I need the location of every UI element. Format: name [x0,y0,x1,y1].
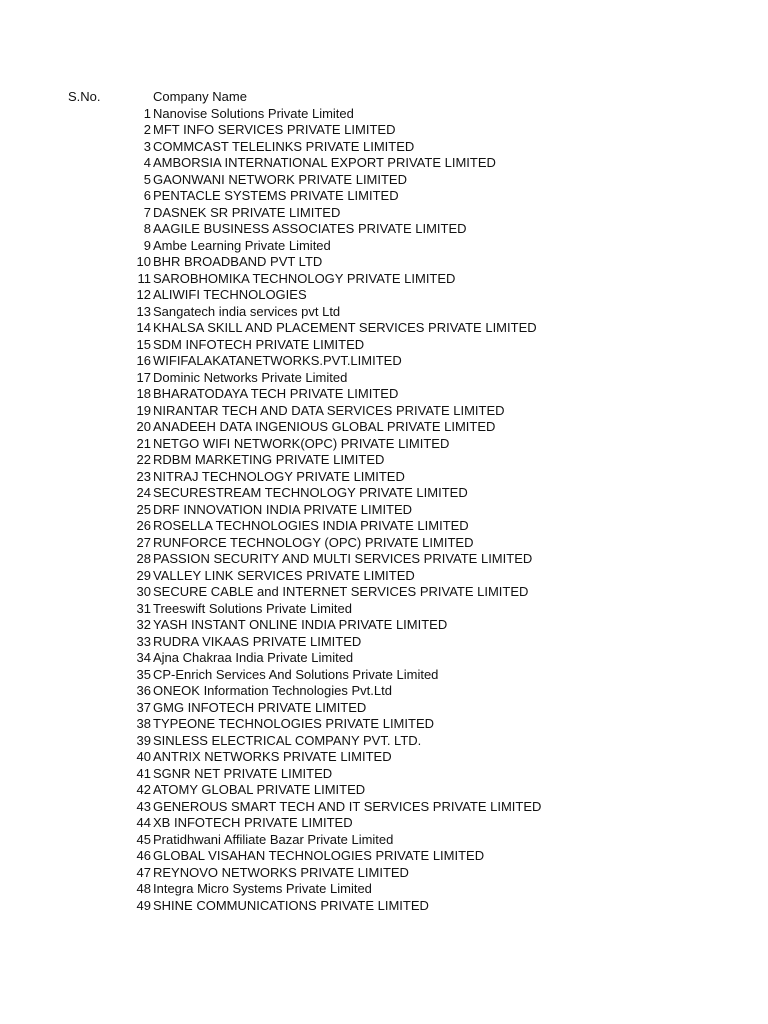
serial-number: 6 [143,188,151,203]
list-item [0,122,768,139]
company-name: Nanovise Solutions Private Limited [153,105,354,121]
company-name: Ambe Learning Private Limited [153,237,331,253]
company-name: Treeswift Solutions Private Limited [153,600,352,616]
company-name: SAROBHOMIKA TECHNOLOGY PRIVATE LIMITED [153,270,456,286]
list-item [0,452,768,469]
company-name: NIRANTAR TECH AND DATA SERVICES PRIVATE LIMITED [153,402,505,418]
company-name: SGNR NET PRIVATE LIMITED [153,765,333,781]
list-item [0,634,768,651]
company-name: SINLESS ELECTRICAL COMPANY PVT. LTD. [153,732,422,748]
serial-number: 19 [136,402,151,418]
list-item [0,485,768,502]
serial-number: 49 [136,897,151,913]
company-name: PASSION SECURITY AND MULTI SERVICES PRIVATE LIMITED [153,551,533,566]
serial-number: 27 [136,534,151,550]
serial-number: 36 [136,683,151,698]
company-name: RUDRA VIKAAS PRIVATE LIMITED [153,633,362,649]
serial-number: 12 [136,287,151,302]
company-name: KHALSA SKILL AND PLACEMENT SERVICES PRIVATE LIMITED [153,320,537,335]
serial-number: 7 [143,204,151,220]
list-item [0,683,768,700]
company-name: XB INFOTECH PRIVATE LIMITED [153,815,353,830]
serial-number: 8 [143,221,151,236]
serial-number: 47 [136,864,151,880]
list-item [0,733,768,750]
company-name: VALLEY LINK SERVICES PRIVATE LIMITED [153,567,415,583]
serial-number: 35 [136,666,151,682]
list-item [0,469,768,486]
serial-number: 23 [136,468,151,484]
serial-number: 33 [136,633,151,649]
list-item [0,419,768,436]
company-name: ANTRIX NETWORKS PRIVATE LIMITED [153,749,392,764]
serial-number: 26 [136,518,151,533]
list-item [0,254,768,271]
company-name: AMBORSIA INTERNATIONAL EXPORT PRIVATE LIMITED [153,155,496,170]
list-item [0,304,768,321]
list-item [0,799,768,816]
list-item [0,518,768,535]
company-name: ANADEEH DATA INGENIOUS GLOBAL PRIVATE LIMITED [153,419,496,434]
company-name: COMMCAST TELELINKS PRIVATE LIMITED [153,138,415,154]
list-item [0,749,768,766]
serial-number: 30 [136,584,151,599]
serial-number: 45 [136,831,151,847]
company-name: ROSELLA TECHNOLOGIES INDIA PRIVATE LIMITED [153,518,469,533]
serial-number: 10 [136,254,151,269]
company-name: SECURE CABLE and INTERNET SERVICES PRIVATE LIMITED [153,584,529,599]
company-name: Ajna Chakraa India Private Limited [153,650,354,665]
company-name: MFT INFO SERVICES PRIVATE LIMITED [153,122,396,137]
list-item [0,502,768,519]
serial-number: 22 [136,452,151,467]
company-name: RUNFORCE TECHNOLOGY (OPC) PRIVATE LIMITED [153,534,474,550]
list-item [0,898,768,915]
list-item [0,700,768,717]
company-name: SDM INFOTECH PRIVATE LIMITED [153,336,365,352]
company-name: AAGILE BUSINESS ASSOCIATES PRIVATE LIMITED [153,221,467,236]
list-item [0,106,768,123]
list-item [0,172,768,189]
list-item [0,832,768,849]
company-name: Integra Micro Systems Private Limited [153,881,372,896]
list-item [0,617,768,634]
company-list [0,89,768,914]
serial-number-header: S.No. [68,89,101,104]
serial-number: 15 [136,336,151,352]
serial-number: 41 [136,765,151,781]
serial-number: 38 [136,716,151,731]
serial-number: 20 [136,419,151,434]
serial-number: 34 [136,650,151,665]
serial-number: 43 [136,798,151,814]
list-item [0,386,768,403]
list-item [0,353,768,370]
serial-number: 11 [137,270,151,286]
company-name: PENTACLE SYSTEMS PRIVATE LIMITED [153,188,399,203]
serial-number: 48 [136,881,151,896]
serial-number: 29 [136,567,151,583]
serial-number: 44 [136,815,151,830]
company-name: DASNEK SR PRIVATE LIMITED [153,204,341,220]
company-name: ATOMY GLOBAL PRIVATE LIMITED [153,782,366,797]
list-item [0,848,768,865]
serial-number: 21 [136,435,151,451]
list-item [0,221,768,238]
company-name: SECURESTREAM TECHNOLOGY PRIVATE LIMITED [153,485,468,500]
list-item [0,601,768,618]
company-name: Dominic Networks Private Limited [153,369,348,385]
list-item [0,238,768,255]
list-item [0,766,768,783]
company-name: GENEROUS SMART TECH AND IT SERVICES PRIVATE LIMITED [153,798,542,814]
list-item [0,271,768,288]
serial-number: 4 [143,155,151,170]
serial-number: 1 [143,105,151,121]
list-item [0,865,768,882]
serial-number: 13 [136,303,151,319]
list-item [0,155,768,172]
company-name: NITRAJ TECHNOLOGY PRIVATE LIMITED [153,468,405,484]
list-item [0,584,768,601]
company-name: Sangatech india services pvt Ltd [153,303,341,319]
company-name: SHINE COMMUNICATIONS PRIVATE LIMITED [153,897,429,913]
serial-number: 9 [143,237,151,253]
serial-number: 14 [136,320,151,335]
company-name: BHR BROADBAND PVT LTD [153,254,323,269]
list-item [0,535,768,552]
list-item [0,370,768,387]
company-name: Pratidhwani Affiliate Bazar Private Limited [153,831,394,847]
company-rows [0,106,768,915]
serial-number: 25 [136,501,151,517]
serial-number: 28 [136,551,151,566]
list-item [0,650,768,667]
serial-number: 5 [143,171,151,187]
company-name: DRF INNOVATION INDIA PRIVATE LIMITED [153,501,413,517]
serial-number: 40 [136,749,151,764]
serial-number: 46 [136,848,151,863]
serial-number: 42 [136,782,151,797]
company-name: YASH INSTANT ONLINE INDIA PRIVATE LIMITED [153,617,448,632]
list-item [0,287,768,304]
list-item [0,403,768,420]
serial-number: 32 [136,617,151,632]
serial-number: 16 [136,353,151,368]
list-item [0,139,768,156]
list-item [0,667,768,684]
company-name: BHARATODAYA TECH PRIVATE LIMITED [153,386,399,401]
serial-number: 39 [136,732,151,748]
company-name: ONEOK Information Technologies Pvt.Ltd [153,683,392,698]
header-row [0,89,768,106]
list-item [0,188,768,205]
company-name: TYPEONE TECHNOLOGIES PRIVATE LIMITED [153,716,434,731]
list-item [0,436,768,453]
serial-number: 18 [136,386,151,401]
list-item [0,205,768,222]
list-item [0,568,768,585]
company-name: GAONWANI NETWORK PRIVATE LIMITED [153,171,407,187]
serial-number: 31 [136,600,151,616]
company-name: NETGO WIFI NETWORK(OPC) PRIVATE LIMITED [153,435,450,451]
list-item [0,551,768,568]
list-item [0,320,768,337]
serial-number: 17 [136,369,151,385]
serial-number: 24 [136,485,151,500]
company-name: GMG INFOTECH PRIVATE LIMITED [153,699,367,715]
company-name-header: Company Name [153,89,247,104]
list-item [0,337,768,354]
list-item [0,815,768,832]
company-name: CP-Enrich Services And Solutions Private Limited [153,666,439,682]
list-item [0,782,768,799]
company-name: RDBM MARKETING PRIVATE LIMITED [153,452,385,467]
serial-number: 3 [143,138,151,154]
company-name: ALIWIFI TECHNOLOGIES [153,287,307,302]
list-item [0,881,768,898]
company-name: GLOBAL VISAHAN TECHNOLOGIES PRIVATE LIMITED [153,848,485,863]
company-name: REYNOVO NETWORKS PRIVATE LIMITED [153,864,409,880]
serial-number: 2 [143,122,151,137]
serial-number: 37 [136,699,151,715]
list-item [0,716,768,733]
company-name: WIFIFALAKATANETWORKS.PVT.LIMITED [153,353,402,368]
